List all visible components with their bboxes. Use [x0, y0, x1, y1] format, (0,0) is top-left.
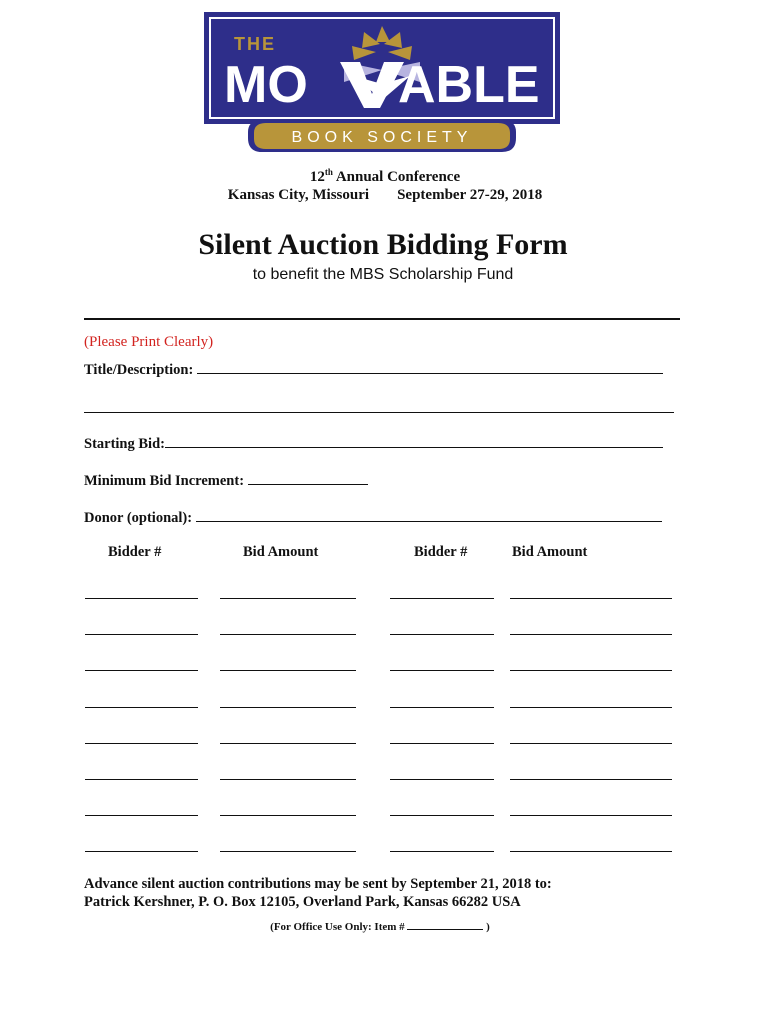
- bid-amount-2-input[interactable]: [510, 634, 672, 635]
- bid-amount-header-1: Bid Amount: [243, 544, 319, 560]
- bid-amount-1-input[interactable]: [220, 707, 356, 708]
- bidder-number-1-input[interactable]: [85, 707, 198, 708]
- bidder-number-2-input[interactable]: [390, 634, 494, 635]
- conference-ordinal-suffix: th: [324, 167, 333, 177]
- form-subtitle: to benefit the MBS Scholarship Fund: [252, 266, 514, 283]
- conference-title: Annual Conference: [332, 169, 461, 185]
- bidder-number-2-input[interactable]: [390, 707, 494, 708]
- bid-amount-1-input[interactable]: [220, 670, 356, 671]
- donor-input[interactable]: [196, 509, 662, 522]
- bidder-number-header-2: Bidder #: [414, 544, 468, 560]
- bidder-number-1-input[interactable]: [85, 815, 198, 816]
- bid-amount-1-input[interactable]: [220, 815, 356, 816]
- min-increment-input[interactable]: [248, 472, 368, 485]
- bid-amount-1-input[interactable]: [220, 634, 356, 635]
- starting-bid-input[interactable]: [165, 435, 663, 448]
- bidder-number-1-input[interactable]: [85, 634, 198, 635]
- form-title: Silent Auction Bidding Form: [198, 228, 568, 261]
- bidder-number-2-input[interactable]: [390, 743, 494, 744]
- logo-graphic: [204, 12, 560, 157]
- bid-amount-2-input[interactable]: [510, 851, 672, 852]
- bidder-number-1-input[interactable]: [85, 598, 198, 599]
- bidder-number-2-input[interactable]: [390, 851, 494, 852]
- bidder-number-2-input[interactable]: [390, 670, 494, 671]
- office-use-note: [0, 920, 760, 933]
- bidder-number-header-1: Bidder #: [108, 544, 162, 560]
- bidder-number-1-input[interactable]: [85, 670, 198, 671]
- logo-book-society-text: BOOK SOCIETY: [291, 129, 473, 146]
- logo-the-text: THE: [234, 34, 276, 54]
- movable-book-society-logo: [204, 12, 560, 157]
- bidder-number-1-input[interactable]: [85, 743, 198, 744]
- bidder-number-2-input[interactable]: [390, 815, 494, 816]
- conference-location-dates: [0, 187, 770, 204]
- conference-location: Kansas City, Missouri: [227, 187, 370, 203]
- office-item-number-input[interactable]: [407, 920, 483, 930]
- bid-amount-2-input[interactable]: [510, 707, 672, 708]
- bid-amount-2-input[interactable]: [510, 670, 672, 671]
- conference-dates: September 27-29, 2018: [397, 187, 543, 203]
- title-description-input-line2[interactable]: [84, 412, 674, 413]
- bid-amount-2-input[interactable]: [510, 598, 672, 599]
- starting-bid-field: [84, 435, 663, 453]
- logo-able-text: ABLE: [398, 56, 540, 114]
- bid-amount-header-2: Bid Amount: [512, 544, 588, 560]
- bid-amount-2-input[interactable]: [510, 743, 672, 744]
- title-description-label: Title/Description:: [84, 362, 194, 378]
- office-use-suffix: ): [486, 921, 490, 933]
- bid-amount-1-input[interactable]: [220, 598, 356, 599]
- logo-mo-text: MO: [224, 56, 308, 114]
- min-increment-label: Minimum Bid Increment:: [84, 473, 245, 489]
- bid-amount-1-input[interactable]: [220, 743, 356, 744]
- header-divider: [84, 318, 680, 320]
- bidder-number-2-input[interactable]: [390, 779, 494, 780]
- bid-amount-1-input[interactable]: [220, 851, 356, 852]
- office-use-prefix: (For Office Use Only: Item #: [270, 921, 405, 933]
- bidder-number-2-input[interactable]: [390, 598, 494, 599]
- conference-name: [0, 167, 770, 186]
- title-description-field: [84, 361, 663, 379]
- advance-contributions-note: Advance silent auction contributions may be sent by September 21, 2018 to:: [84, 876, 552, 892]
- bid-amount-2-input[interactable]: [510, 815, 672, 816]
- bid-amount-2-input[interactable]: [510, 779, 672, 780]
- conference-ordinal: 12: [309, 169, 325, 185]
- bidder-number-1-input[interactable]: [85, 851, 198, 852]
- donor-label: Donor (optional):: [84, 510, 193, 526]
- title-description-input[interactable]: [197, 361, 663, 374]
- starting-bid-label: Starting Bid:: [84, 436, 165, 452]
- min-increment-field: [84, 472, 368, 490]
- bidder-number-1-input[interactable]: [85, 779, 198, 780]
- bid-amount-1-input[interactable]: [220, 779, 356, 780]
- print-clearly-note: (Please Print Clearly): [84, 334, 214, 350]
- donor-field: [84, 509, 662, 527]
- mailing-address: Patrick Kershner, P. O. Box 12105, Overland Park, Kansas 66282 USA: [84, 894, 521, 910]
